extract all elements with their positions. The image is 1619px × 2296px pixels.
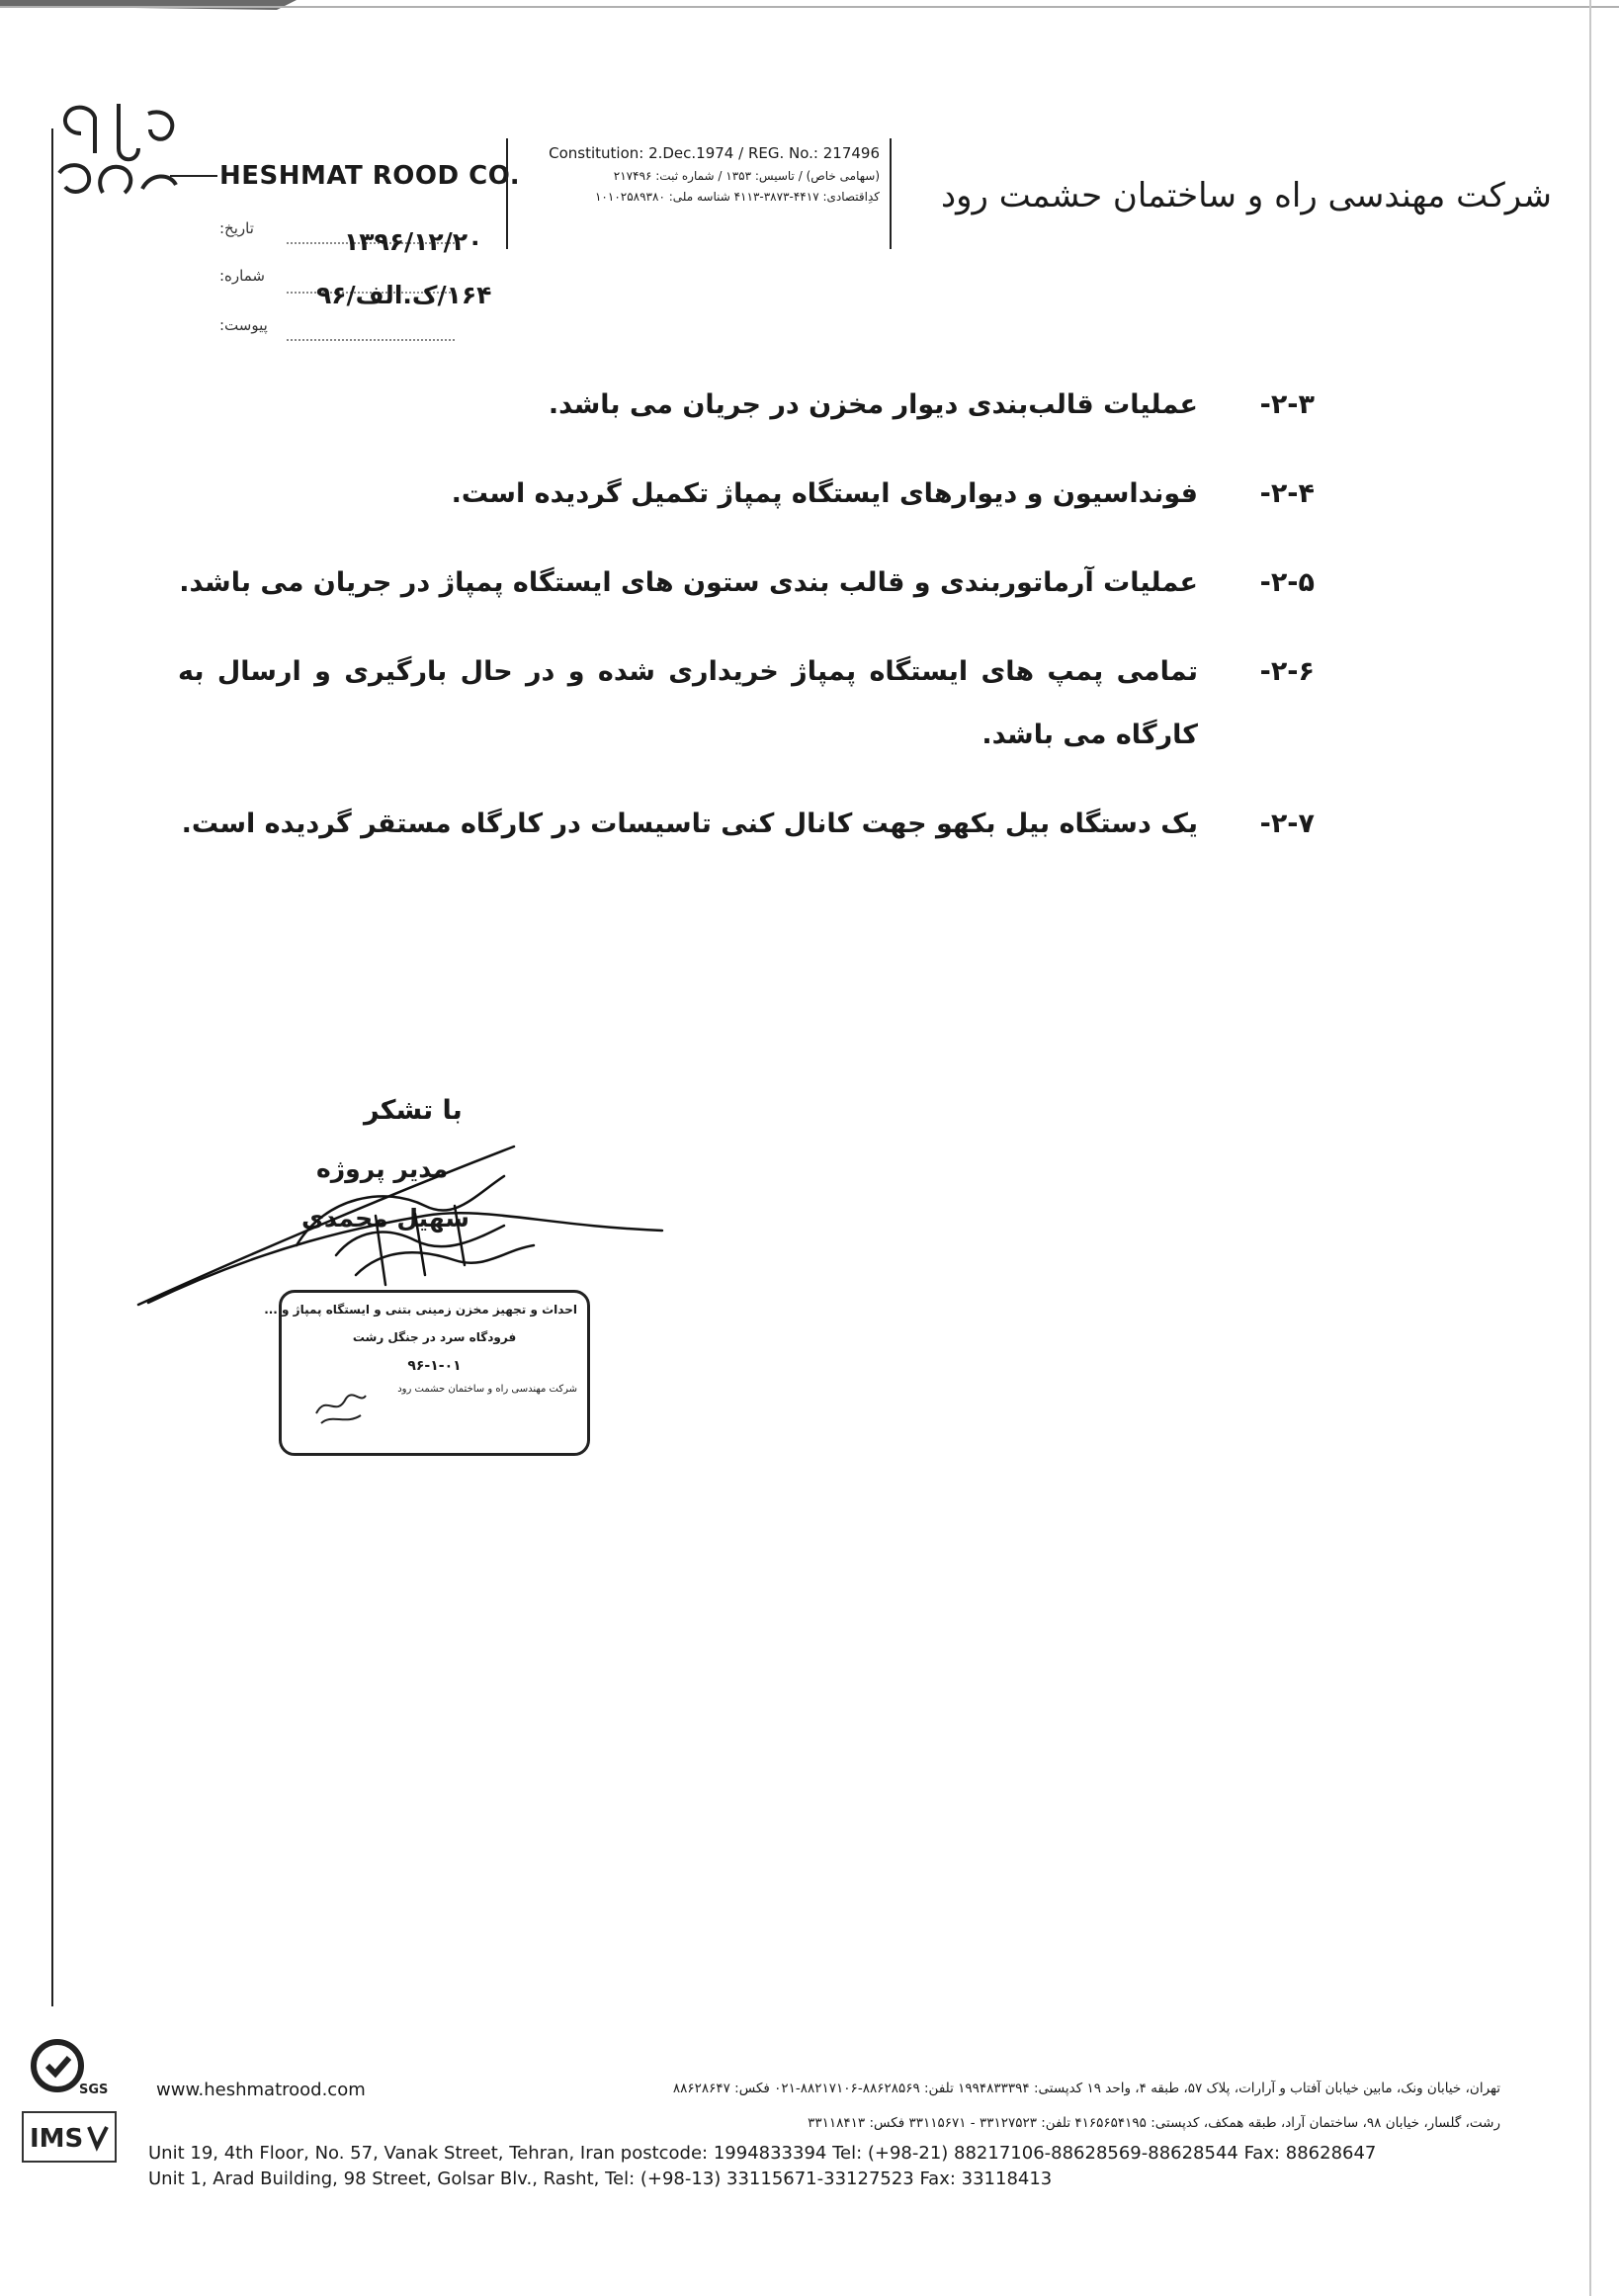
report-item — [178, 374, 1315, 437]
project-stamp — [264, 1290, 590, 1456]
address-tehran-fa: تهران، خیابان ونک، مابین خیابان آفتاب و آرارات، پلاک ۵۷، طبقه ۴، واحد ۱۹ کدپستی: ۱۹۹۴۸۳۳۳۹۴ تلفن: ۸۸۶۲۸۵۶۹-۸۸۲۱۷۱۰۶-۰۲۱ فکس: ۸۸۶۲۸۶۴۷ — [672, 2081, 1500, 2096]
stamp-project-title: احداث و تجهیز مخزن زمینی بتنی و ایستگاه پمپاژ و ... — [264, 1303, 577, 1317]
company-name-en: HESHMAT ROOD CO. — [219, 161, 521, 191]
item-text: یک دستگاه بیل بکهو جهت کانال کنی تاسیسات در کارگاه مستقر گردیده است. — [181, 808, 1198, 839]
scan-top-edge — [0, 6, 1619, 8]
report-item — [178, 793, 1315, 856]
item-text: عملیات قالب‌بندی دیوار مخزن در جریان می باشد. — [548, 389, 1198, 420]
company-name-fa: شرکت مهندسی راه و ساختمان حشمت رود — [940, 176, 1552, 215]
letter-number-value: ۱۶۴/ک.الف/۹۶ — [316, 281, 492, 309]
stamp-project-number: ۹۶-۱-۰۱ — [407, 1358, 462, 1374]
ims-label: IMS — [30, 2124, 84, 2154]
number-label: شماره: — [219, 267, 265, 285]
ims-certification-icon — [22, 2111, 117, 2163]
address-rasht-fa: رشت، گلسار، خیابان ۹۸، ساختمان آراد، طبقه همکف، کدپستی: ۴۱۶۵۶۵۴۱۹۵ تلفن: ۳۳۱۲۷۵۲۳ - ۳۳۱۱۵۶۷۱ فکس: ۳۳۱۱۸۴۱۳ — [808, 2115, 1500, 2131]
item-number: ۲-۷- — [1259, 808, 1315, 839]
date-label: تاریخ: — [219, 219, 254, 237]
item-number: ۲-۵- — [1259, 567, 1315, 598]
report-item — [178, 552, 1315, 615]
company-logo-icon — [40, 94, 188, 213]
registration-box — [506, 138, 892, 249]
report-items — [178, 374, 1315, 882]
sgs-label: SGS — [79, 2083, 109, 2097]
company-website: www.heshmatrood.com — [156, 2080, 366, 2100]
report-item — [178, 640, 1315, 767]
closing-thanks: با تشکر — [364, 1095, 463, 1126]
registration-en: Constitution: 2.Dec.1974 / REG. No.: 217496 — [549, 144, 880, 162]
date-value: ۱۳۹۶/۱۲/۲۰ — [344, 227, 483, 256]
stamp-seal-icon — [311, 1384, 371, 1428]
item-text: فونداسیون و دیوارهای ایستگاه پمپاژ تکمیل گردیده است. — [451, 478, 1198, 509]
letterhead-vertical-rule — [51, 128, 53, 2006]
address-tehran-en: Unit 19, 4th Floor, No. 57, Vanak Street, Tehran, Iran postcode: 1994833394 Tel: (+98-21) 88217106-88628569-88628544 Fax: 88628647 — [148, 2143, 1377, 2164]
attachment-dotted-line — [287, 338, 455, 341]
item-text: عملیات آرماتوربندی و قالب بندی ستون های ایستگاه پمپاژ در جریان می باشد. — [179, 567, 1198, 598]
item-number: ۲-۶- — [1259, 656, 1315, 687]
handwritten-signature — [128, 1137, 682, 1315]
report-item — [178, 463, 1315, 526]
sgs-certification-icon — [22, 2036, 117, 2097]
header-rule — [170, 175, 217, 177]
scan-right-edge — [1589, 0, 1591, 2296]
attachment-label: پیوست: — [219, 316, 268, 334]
stamp-company-name: شرکت مهندسی راه و ساختمان حشمت رود — [397, 1384, 577, 1395]
signer-title: مدیر پروژه — [316, 1154, 449, 1183]
item-text: تمامی پمپ های ایستگاه پمپاژ خریداری شده و در حال بارگیری و ارسال به کارگاه می باشد. — [178, 656, 1198, 750]
address-rasht-en: Unit 1, Arad Building, 98 Street, Golsar Blv., Rasht, Tel: (+98-13) 33115671-33127523 Fax: 33118413 — [148, 2168, 1053, 2189]
registration-fa-line-1: (سهامی خاص) / تاسیس: ۱۳۵۳ / شماره ثبت: ۲۱۷۴۹۶ — [613, 169, 880, 183]
item-number: ۲-۳- — [1259, 389, 1315, 420]
stamp-project-location: فرودگاه سرد در جنگل رشت — [352, 1330, 517, 1344]
registration-fa-line-2: کدِاقتصادی: ۴۴۱۷-۳۸۷۳-۴۱۱۳ شناسه ملی: ۱۰۱۰۲۵۸۹۳۸۰ — [594, 190, 880, 204]
item-number: ۲-۴- — [1259, 478, 1315, 509]
signer-name: سهیل محمدی — [301, 1204, 469, 1233]
